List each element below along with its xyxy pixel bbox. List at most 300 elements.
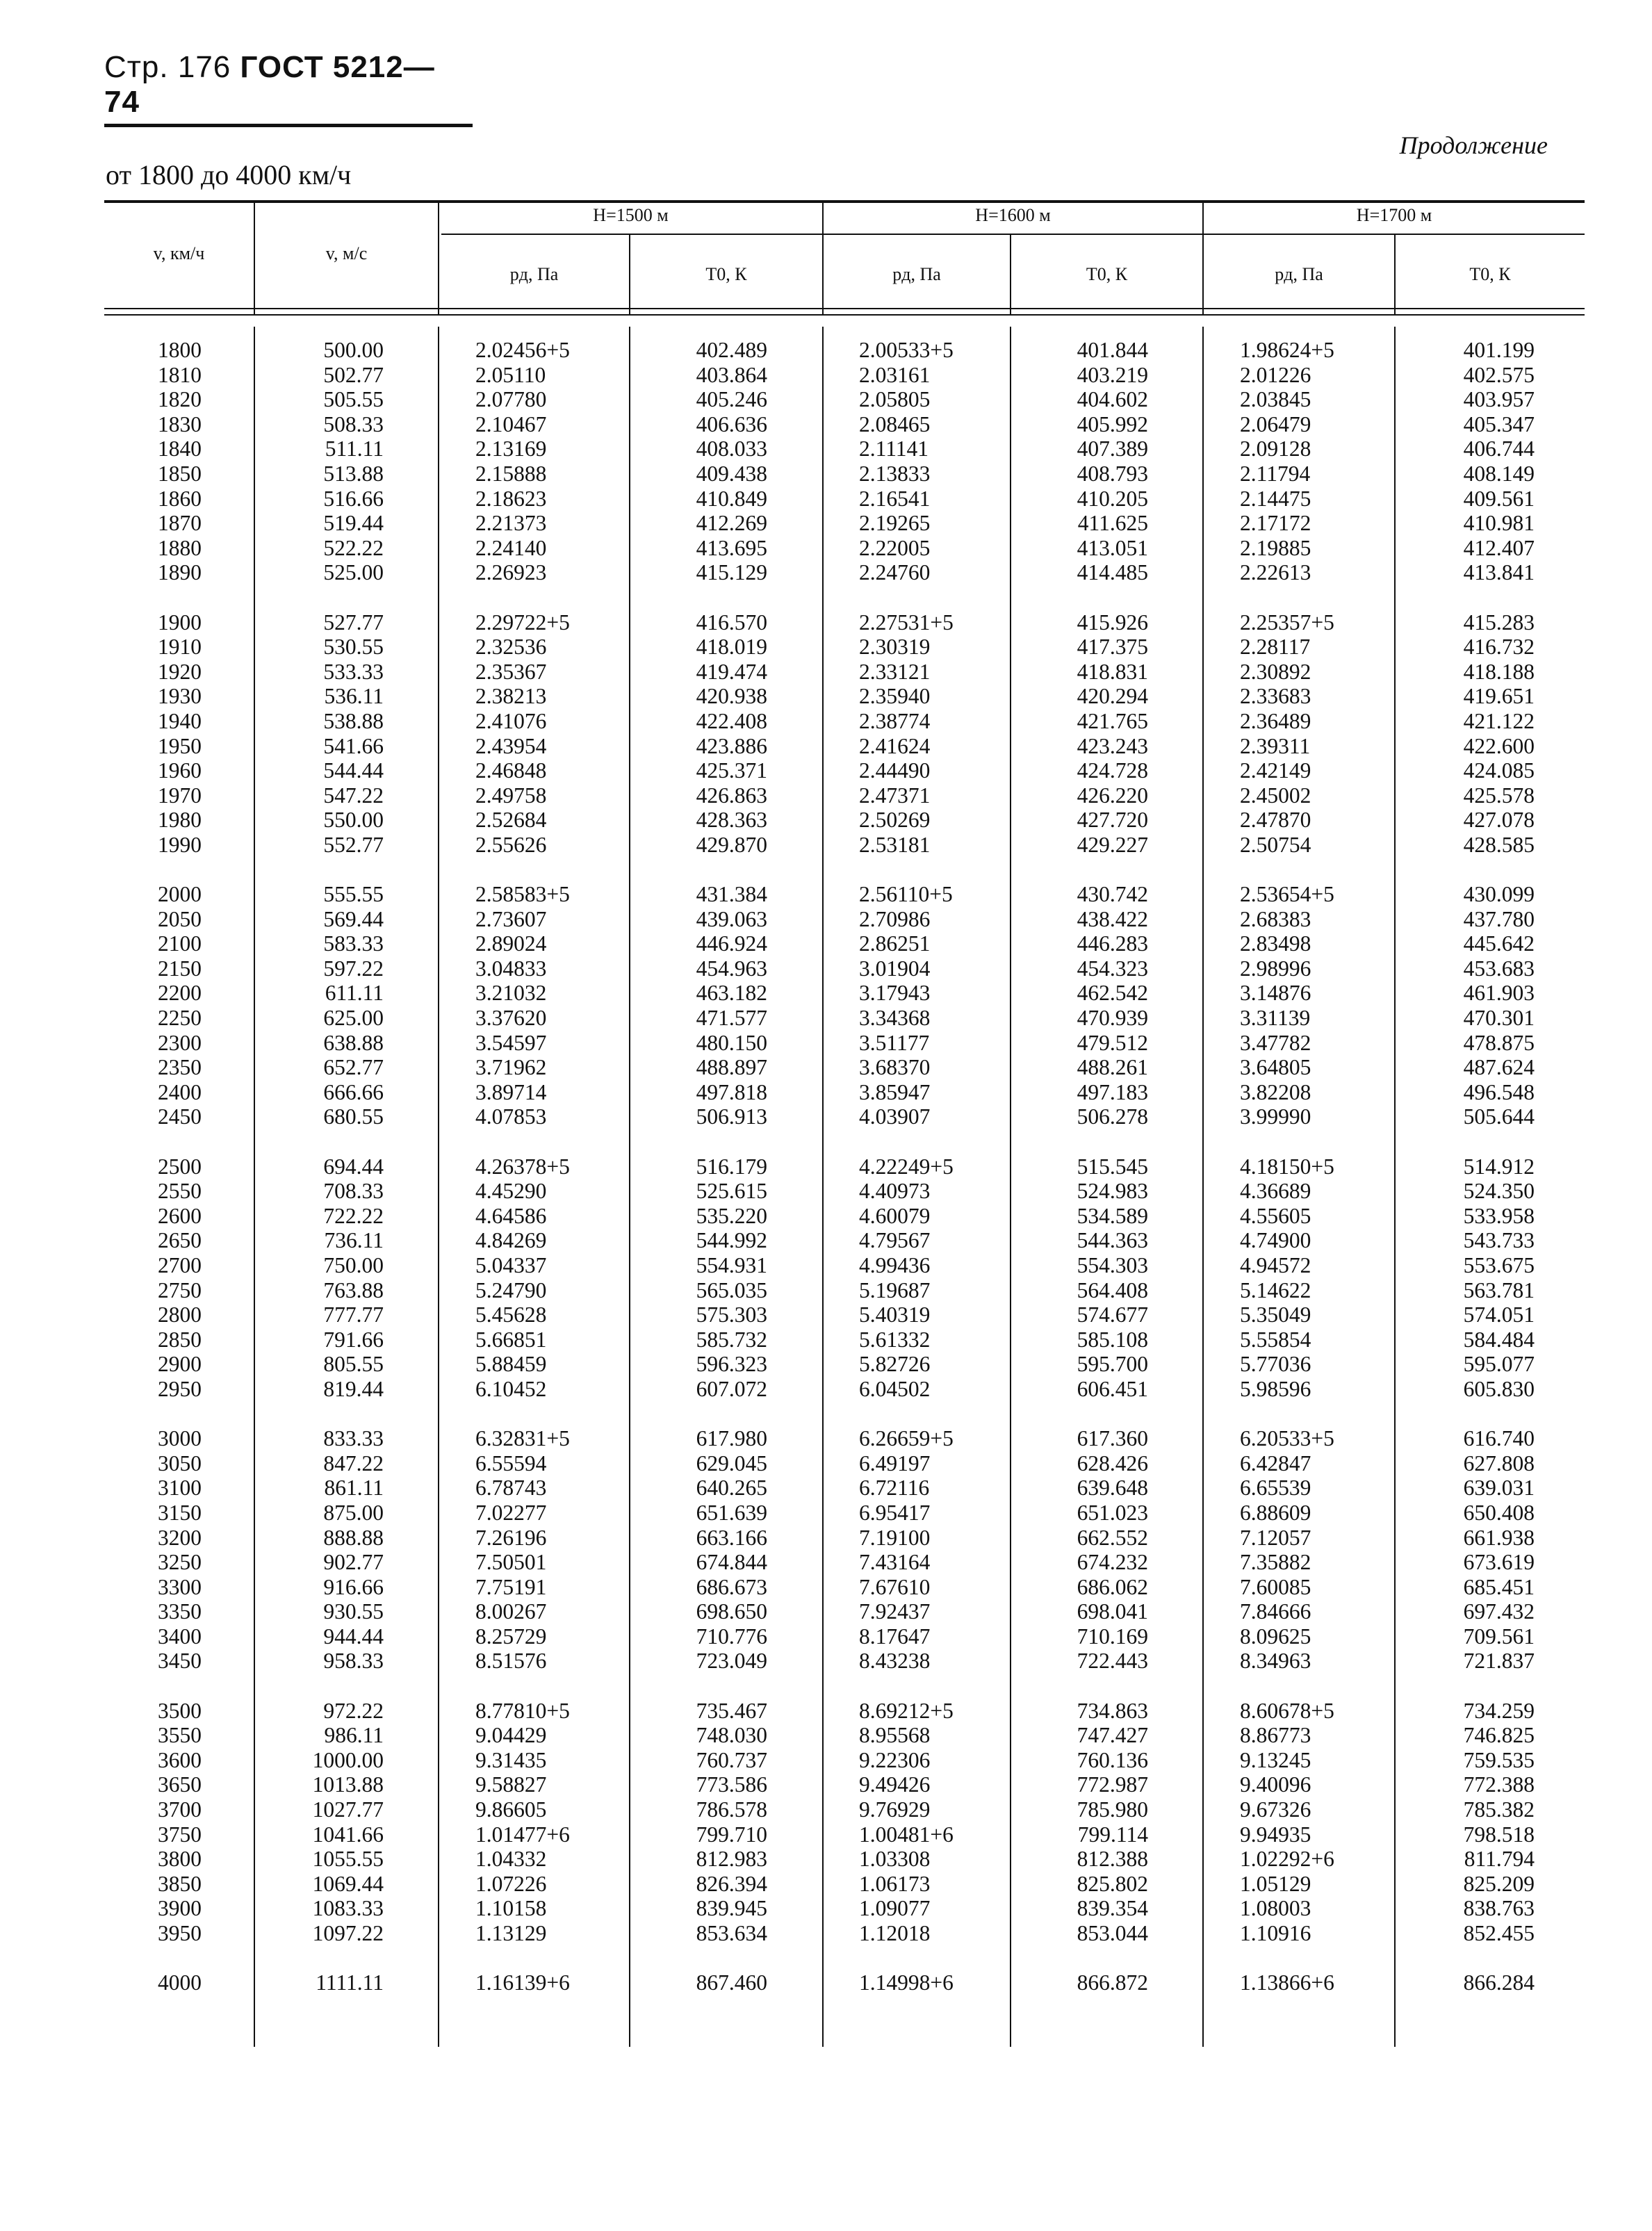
table-cell: 515.545: [1077, 1154, 1148, 1179]
table-cell: 496.548: [1463, 1079, 1535, 1104]
table-cell: 1069.44: [312, 1871, 384, 1896]
table-cell: 402.575: [1463, 362, 1535, 387]
table-cell: 535.220: [696, 1203, 767, 1228]
table-cell: 446.283: [1077, 931, 1148, 956]
table-cell: 651.023: [1077, 1500, 1148, 1525]
table-cell: 565.035: [696, 1277, 767, 1302]
table-cell: 425.371: [696, 758, 767, 783]
table-cell: 7.19100: [859, 1525, 931, 1550]
table-cell: 3.37620: [475, 1006, 547, 1031]
table-cell: 479.512: [1077, 1030, 1148, 1055]
block-gap: [1396, 585, 1535, 610]
block-gap: [630, 585, 767, 610]
table-cell: 554.931: [696, 1252, 767, 1277]
table-cell: 7.75191: [475, 1574, 547, 1599]
table-cell: 3350: [158, 1599, 202, 1624]
table-cell: 629.045: [696, 1450, 767, 1476]
table-cell: 541.66: [323, 733, 384, 758]
table-cell: 734.863: [1077, 1698, 1148, 1723]
range-label: от 1800 до 4000 км/ч: [106, 159, 352, 190]
block-gap: [475, 1129, 621, 1154]
table-cell: 8.51576: [475, 1649, 547, 1674]
table-cell: 7.92437: [859, 1599, 931, 1624]
table-cell: 408.793: [1077, 461, 1148, 486]
table-cell: 694.44: [323, 1154, 384, 1179]
table-cell: 428.585: [1463, 832, 1535, 857]
table-cell: 409.438: [696, 461, 767, 486]
table-cell: 709.561: [1463, 1624, 1535, 1649]
table-cell: 1930: [158, 684, 202, 709]
block-gap: [475, 1674, 621, 1699]
table-cell: 415.926: [1077, 610, 1148, 635]
block-gap: [255, 1946, 384, 1971]
table-cell: 2.39311: [1240, 733, 1311, 758]
table-cell: 785.980: [1077, 1797, 1148, 1822]
table-cell: 513.88: [323, 461, 384, 486]
table-cell: 747.427: [1077, 1723, 1148, 1748]
table-cell: 408.033: [696, 436, 767, 461]
table-cell: 3750: [158, 1822, 202, 1847]
table-cell: 3.34368: [859, 1006, 931, 1031]
table-cell: 680.55: [323, 1104, 384, 1129]
block-gap: [1240, 1129, 1386, 1154]
table-cell: 2.35367: [475, 659, 547, 684]
table-cell: 2.50269: [859, 808, 931, 833]
table-cell: 2.58583+5: [475, 882, 570, 907]
table-cell: 470.939: [1077, 1006, 1148, 1031]
table-cell: 1990: [158, 832, 202, 857]
table-cell: 2.30892: [1240, 659, 1311, 684]
block-gap: [104, 857, 202, 882]
table-cell: 666.66: [323, 1079, 384, 1104]
block-gap: [859, 1402, 1005, 1427]
table-cell: 798.518: [1463, 1822, 1535, 1847]
table-cell: 2.46848: [475, 758, 547, 783]
standard-code: ГОСТ 5212—74: [104, 50, 435, 119]
table-cell: 2.29722+5: [475, 610, 570, 635]
col-divider-6b: [1202, 327, 1204, 2047]
table-cell: 748.030: [696, 1723, 767, 1748]
table-cell: 3.64805: [1240, 1055, 1311, 1080]
table-cell: 1055.55: [312, 1847, 384, 1872]
table-cell: 6.26659+5: [859, 1426, 954, 1451]
table-cell: 524.350: [1463, 1179, 1535, 1204]
table-cell: 478.875: [1463, 1030, 1535, 1055]
table-cell: 454.323: [1077, 956, 1148, 981]
table-cell: 5.88459: [475, 1352, 547, 1377]
table-cell: 617.360: [1077, 1426, 1148, 1451]
table-cell: 453.683: [1463, 956, 1535, 981]
table-cell: 1.01477+6: [475, 1822, 570, 1847]
table-cell: 2100: [158, 931, 202, 956]
header-bottom-rule-1: [104, 308, 1585, 309]
table-cell: 487.624: [1463, 1055, 1535, 1080]
table-cell: 3.71962: [475, 1055, 547, 1080]
table-cell: 2.52684: [475, 808, 547, 833]
table-cell: 1013.88: [312, 1772, 384, 1797]
table-cell: 480.150: [696, 1030, 767, 1055]
table-cell: 8.25729: [475, 1624, 547, 1649]
header-p-1600: pд, Па: [892, 264, 941, 284]
table-cell: 2.19265: [859, 511, 931, 536]
block-gap: [255, 1129, 384, 1154]
table-cell: 544.363: [1077, 1228, 1148, 1253]
table-cell: 1.07226: [475, 1871, 547, 1896]
table-cell: 1830: [158, 411, 202, 436]
table-cell: 2.24140: [475, 535, 547, 560]
table-cell: 426.220: [1077, 783, 1148, 808]
table-cell: 516.66: [323, 486, 384, 511]
table-cell: 4.36689: [1240, 1179, 1311, 1204]
table-cell: 627.808: [1463, 1450, 1535, 1476]
table-cell: 1920: [158, 659, 202, 684]
table-cell: 595.077: [1463, 1352, 1535, 1377]
table-cell: 2.06479: [1240, 411, 1311, 436]
table-cell: 544.44: [323, 758, 384, 783]
table-cell: 511.11: [325, 436, 384, 461]
table-cell: 461.903: [1463, 981, 1535, 1006]
table-cell: 463.182: [696, 981, 767, 1006]
table-cell: 8.60678+5: [1240, 1698, 1334, 1723]
table-cell: 3400: [158, 1624, 202, 1649]
table-cell: 439.063: [696, 906, 767, 931]
table-cell: 419.474: [696, 659, 767, 684]
table-cell: 2.24760: [859, 560, 931, 585]
table-cell: 1850: [158, 461, 202, 486]
table-cell: 462.542: [1077, 981, 1148, 1006]
table-cell: 5.24790: [475, 1277, 547, 1302]
table-cell: 7.26196: [475, 1525, 547, 1550]
page-number: Стр. 176: [104, 50, 231, 84]
table-cell: 3.47782: [1240, 1030, 1311, 1055]
table-cell: 2.18623: [475, 486, 547, 511]
block-gap: [630, 1674, 767, 1699]
continuation-label: Продолжение: [1399, 131, 1548, 159]
table-cell: 721.837: [1463, 1649, 1535, 1674]
table-cell: 427.078: [1463, 808, 1535, 833]
table-cell: 685.451: [1463, 1574, 1535, 1599]
table-cell: 826.394: [696, 1871, 767, 1896]
table-cell: 710.776: [696, 1624, 767, 1649]
table-cell: 1.10916: [1240, 1921, 1311, 1945]
block-gap: [1011, 1129, 1148, 1154]
table-cell: 3700: [158, 1797, 202, 1822]
table-cell: 777.77: [323, 1302, 384, 1327]
table-cell: 866.284: [1463, 1970, 1535, 1995]
table-cell: 2.11794: [1240, 461, 1311, 486]
table-cell: 698.041: [1077, 1599, 1148, 1624]
table-cell: 1.00481+6: [859, 1822, 954, 1847]
table-cell: 5.14622: [1240, 1277, 1311, 1302]
table-cell: 1.09077: [859, 1896, 931, 1921]
table-cell: 527.77: [323, 610, 384, 635]
block-gap: [1011, 585, 1148, 610]
table-cell: 3650: [158, 1772, 202, 1797]
block-gap: [104, 1946, 202, 1971]
table-cell: 2.33121: [859, 659, 931, 684]
table-cell: 2.08465: [859, 411, 931, 436]
table-cell: 6.95417: [859, 1500, 931, 1525]
table-cell: 2.53654+5: [1240, 882, 1334, 907]
table-cell: 423.243: [1077, 733, 1148, 758]
table-cell: 5.66851: [475, 1327, 547, 1352]
table-cell: 2.22005: [859, 535, 931, 560]
block-gap: [1396, 1674, 1535, 1699]
table-cell: 1083.33: [312, 1896, 384, 1921]
table-cell: 413.841: [1463, 560, 1535, 585]
table-cell: 585.108: [1077, 1327, 1148, 1352]
header-altitude-1700: H=1700 м: [1356, 205, 1432, 225]
table-cell: 628.426: [1077, 1450, 1148, 1476]
table-cell: 6.04502: [859, 1376, 931, 1401]
table-cell: 547.22: [323, 783, 384, 808]
table-cell: 3.51177: [859, 1030, 930, 1055]
table-cell: 5.45628: [475, 1302, 547, 1327]
block-gap: [475, 585, 621, 610]
table-cell: 4.18150+5: [1240, 1154, 1334, 1179]
block-gap: [104, 1129, 202, 1154]
table-cell: 4.99436: [859, 1252, 931, 1277]
table-cell: 505.644: [1463, 1104, 1535, 1129]
table-cell: 506.278: [1077, 1104, 1148, 1129]
table-cell: 9.86605: [475, 1797, 547, 1822]
table-cell: 674.232: [1077, 1550, 1148, 1575]
table-cell: 522.22: [323, 535, 384, 560]
table-cell: 866.872: [1077, 1970, 1148, 1995]
table-cell: 516.179: [696, 1154, 767, 1179]
table-cell: 8.69212+5: [859, 1698, 954, 1723]
table-cell: 2.13169: [475, 436, 547, 461]
table-cell: 5.19687: [859, 1277, 931, 1302]
table-cell: 420.294: [1077, 684, 1148, 709]
column-v-ms: [255, 338, 384, 1995]
table-cell: 888.88: [323, 1525, 384, 1550]
table-cell: 4.84269: [475, 1228, 547, 1253]
table-cell: 2.03845: [1240, 387, 1311, 412]
table-cell: 437.780: [1463, 906, 1535, 931]
table-cell: 1000.00: [312, 1747, 384, 1772]
table-cell: 638.88: [323, 1030, 384, 1055]
table-cell: 421.765: [1077, 708, 1148, 733]
table-cell: 415.283: [1463, 610, 1535, 635]
table-cell: 2.53181: [859, 832, 931, 857]
table-cell: 2800: [158, 1302, 202, 1327]
table-cell: 8.95568: [859, 1723, 931, 1748]
table-cell: 2.09128: [1240, 436, 1311, 461]
table-cell: 412.269: [696, 511, 767, 536]
table-cell: 734.259: [1463, 1698, 1535, 1723]
table-cell: 508.33: [323, 411, 384, 436]
table-cell: 4.60079: [859, 1203, 931, 1228]
table-cell: 9.76929: [859, 1797, 931, 1822]
table-cell: 544.992: [696, 1228, 767, 1253]
table-cell: 3.68370: [859, 1055, 931, 1080]
table-cell: 1.14998+6: [859, 1970, 954, 1995]
table-cell: 772.388: [1463, 1772, 1535, 1797]
header-underline: [104, 124, 473, 127]
column-t-1500: [630, 338, 767, 1995]
table-cell: 3.17943: [859, 981, 931, 1006]
table-cell: 4.94572: [1240, 1252, 1311, 1277]
table-cell: 697.432: [1463, 1599, 1535, 1624]
table-cell: 3.89714: [475, 1079, 547, 1104]
block-gap: [1396, 1129, 1535, 1154]
table-cell: 2.22613: [1240, 560, 1311, 585]
table-cell: 2.00533+5: [859, 338, 954, 362]
table-cell: 402.489: [696, 338, 767, 362]
table-cell: 538.88: [323, 708, 384, 733]
table-cell: 2.10467: [475, 411, 547, 436]
table-cell: 2.98996: [1240, 956, 1311, 981]
table-cell: 616.740: [1463, 1426, 1535, 1451]
table-cell: 3600: [158, 1747, 202, 1772]
block-gap: [255, 857, 384, 882]
table-cell: 1.06173: [859, 1871, 931, 1896]
table-cell: 575.303: [696, 1302, 767, 1327]
table-cell: 6.10452: [475, 1376, 547, 1401]
table-cell: 7.50501: [475, 1550, 547, 1575]
table-cell: 426.863: [696, 783, 767, 808]
table-cell: 1.13866+6: [1240, 1970, 1334, 1995]
header-v-kmh: v, км/ч: [153, 243, 205, 263]
table-cell: 4000: [158, 1970, 202, 1995]
table-cell: 420.938: [696, 684, 767, 709]
table-cell: 574.051: [1463, 1302, 1535, 1327]
header-t-1600: T0, К: [1086, 264, 1128, 284]
block-gap: [255, 585, 384, 610]
block-gap: [255, 1674, 384, 1699]
table-cell: 4.03907: [859, 1104, 931, 1129]
table-cell: 852.455: [1463, 1921, 1535, 1945]
table-cell: 414.485: [1077, 560, 1148, 585]
table-cell: 2850: [158, 1327, 202, 1352]
table-cell: 3.01904: [859, 956, 931, 981]
table-cell: 2.86251: [859, 931, 931, 956]
block-gap: [475, 857, 621, 882]
table-cell: 408.149: [1463, 461, 1535, 486]
block-gap: [1240, 1674, 1386, 1699]
table-cell: 7.84666: [1240, 1599, 1311, 1624]
table-cell: 2.35940: [859, 684, 931, 709]
table-cell: 605.830: [1463, 1376, 1535, 1401]
table-cell: 2.27531+5: [859, 610, 954, 635]
table-cell: 1097.22: [312, 1921, 384, 1945]
table-cell: 930.55: [323, 1599, 384, 1624]
table-cell: 1960: [158, 758, 202, 783]
table-cell: 421.122: [1463, 708, 1535, 733]
block-gap: [859, 1129, 1005, 1154]
table-cell: 488.261: [1077, 1055, 1148, 1080]
table-cell: 2500: [158, 1154, 202, 1179]
table-cell: 2.01226: [1240, 362, 1311, 387]
table-cell: 404.602: [1077, 387, 1148, 412]
table-cell: 625.00: [323, 1006, 384, 1031]
table-cell: 812.388: [1077, 1847, 1148, 1872]
table-cell: 1950: [158, 733, 202, 758]
table-cell: 9.31435: [475, 1747, 547, 1772]
table-cell: 6.65539: [1240, 1476, 1311, 1501]
table-cell: 812.983: [696, 1847, 767, 1872]
table-cell: 422.600: [1463, 733, 1535, 758]
table-cell: 418.188: [1463, 659, 1535, 684]
table-cell: 3250: [158, 1550, 202, 1575]
table-cell: 3550: [158, 1723, 202, 1748]
table-cell: 3.99990: [1240, 1104, 1311, 1129]
table-cell: 3.82208: [1240, 1079, 1311, 1104]
header-altitude-1500: H=1500 м: [593, 205, 669, 225]
table-cell: 3050: [158, 1450, 202, 1476]
table-cell: 431.384: [696, 882, 767, 907]
table-cell: 2.45002: [1240, 783, 1311, 808]
table-cell: 6.72116: [859, 1476, 930, 1501]
table-cell: 6.32831+5: [475, 1426, 570, 1451]
table-cell: 1940: [158, 708, 202, 733]
table-cell: 853.634: [696, 1921, 767, 1945]
table-cell: 7.02277: [475, 1500, 547, 1525]
table-cell: 2200: [158, 981, 202, 1006]
table-cell: 3.85947: [859, 1079, 931, 1104]
table-cell: 595.700: [1077, 1352, 1148, 1377]
table-cell: 470.301: [1463, 1006, 1535, 1031]
table-cell: 2.19885: [1240, 535, 1311, 560]
block-gap: [104, 585, 202, 610]
table-cell: 405.246: [696, 387, 767, 412]
table-cell: 1.10158: [475, 1896, 547, 1921]
table-cell: 2.56110+5: [859, 882, 953, 907]
table-cell: 564.408: [1077, 1277, 1148, 1302]
table-cell: 6.20533+5: [1240, 1426, 1334, 1451]
table-cell: 875.00: [323, 1500, 384, 1525]
column-v-kmh: [104, 338, 202, 1995]
table-cell: 723.049: [696, 1649, 767, 1674]
table-cell: 819.44: [323, 1376, 384, 1401]
table-cell: 2.21373: [475, 511, 547, 536]
table-cell: 772.987: [1077, 1772, 1148, 1797]
table-cell: 8.17647: [859, 1624, 931, 1649]
table-cell: 3950: [158, 1921, 202, 1945]
table-cell: 553.675: [1463, 1252, 1535, 1277]
table-cell: 617.980: [696, 1426, 767, 1451]
block-gap: [104, 1674, 202, 1699]
table-cell: 2450: [158, 1104, 202, 1129]
table-cell: 2.38774: [859, 708, 931, 733]
table-cell: 585.732: [696, 1327, 767, 1352]
table-cell: 639.648: [1077, 1476, 1148, 1501]
table-cell: 425.578: [1463, 783, 1535, 808]
table-cell: 2050: [158, 906, 202, 931]
table-cell: 524.983: [1077, 1179, 1148, 1204]
table-cell: 1041.66: [312, 1822, 384, 1847]
table-cell: 3500: [158, 1698, 202, 1723]
table-cell: 406.744: [1463, 436, 1535, 461]
table-cell: 2650: [158, 1228, 202, 1253]
table-cell: 5.61332: [859, 1327, 931, 1352]
table-cell: 2.05805: [859, 387, 931, 412]
table-cell: 574.677: [1077, 1302, 1148, 1327]
header-t-1500: T0, К: [705, 264, 747, 284]
table-cell: 552.77: [323, 832, 384, 857]
table-cell: 3.04833: [475, 956, 547, 981]
table-cell: 4.45290: [475, 1179, 547, 1204]
col-divider-2b: [438, 327, 439, 2047]
header-p-1500: pд, Па: [509, 264, 559, 284]
table-cell: 763.88: [323, 1277, 384, 1302]
table-cell: 5.04337: [475, 1252, 547, 1277]
table-cell: 2750: [158, 1277, 202, 1302]
table-cell: 405.992: [1077, 411, 1148, 436]
table-cell: 584.484: [1463, 1327, 1535, 1352]
table-cell: 686.062: [1077, 1574, 1148, 1599]
